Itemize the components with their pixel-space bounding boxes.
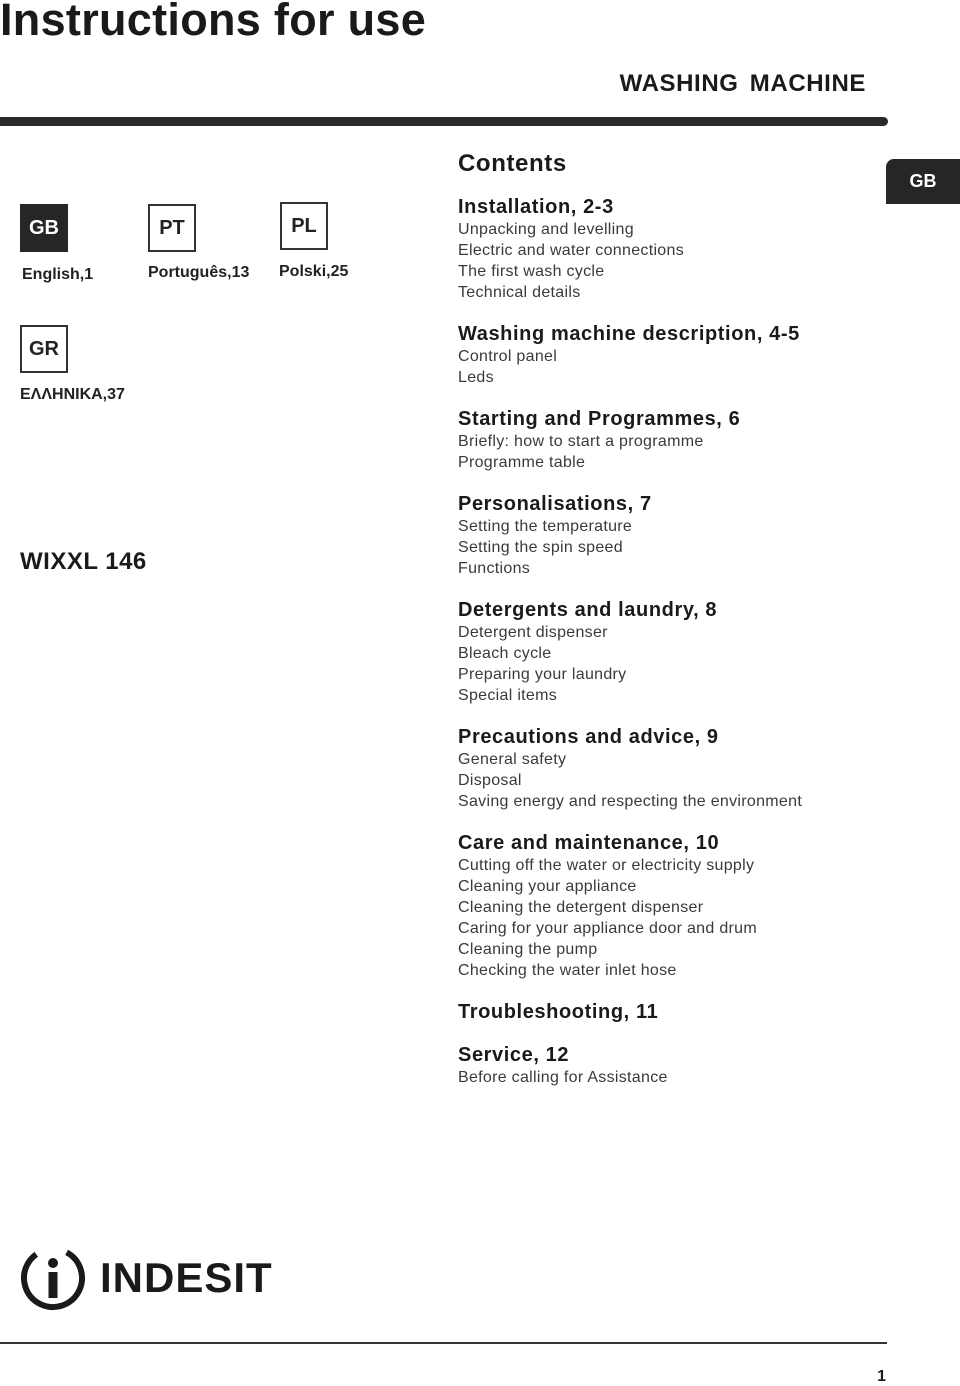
section-item: Detergent dispenser [458, 624, 608, 641]
section-item: Checking the water inlet hose [458, 962, 677, 979]
section-item: Bleach cycle [458, 645, 552, 662]
section-item: Cleaning the pump [458, 941, 598, 958]
section-item: Cleaning your appliance [458, 878, 637, 895]
lang-label-pl: Polski,25 [279, 263, 349, 280]
section-item: Control panel [458, 348, 558, 365]
section-item: Disposal [458, 772, 522, 789]
contents-section [458, 1001, 888, 1024]
header-rule [0, 117, 888, 126]
section-item: Briefly: how to start a programme [458, 433, 704, 450]
section-heading: Care and maintenance, 10 [458, 832, 720, 854]
lang-label-pt: Português,13 [148, 264, 250, 281]
contents-section [458, 408, 888, 473]
contents-section [458, 832, 888, 981]
section-heading: Washing machine description, 4-5 [458, 323, 800, 345]
lang-code-gr: GR [20, 325, 68, 373]
section-item: Setting the temperature [458, 518, 633, 535]
product-type: WASHING MACHINE [619, 70, 866, 97]
section-item: Unpacking and levelling [458, 221, 634, 238]
section-item: Cutting off the water or electricity supply [458, 857, 755, 874]
lang-code-gb: GB [20, 204, 68, 252]
contents-section [458, 323, 888, 388]
contents-section [458, 1044, 888, 1088]
section-heading: Service, 12 [458, 1044, 570, 1066]
section-item: Technical details [458, 284, 581, 301]
section-item: Special items [458, 687, 558, 704]
page-title: Instructions for use [0, 0, 427, 45]
contents-section [458, 493, 888, 579]
contents-sections [458, 196, 888, 1088]
contents-section [458, 196, 888, 303]
lang-label-gb: English,1 [22, 266, 94, 283]
footer-rule [0, 1342, 887, 1344]
section-item: Before calling for Assistance [458, 1069, 668, 1086]
section-item: Leds [458, 369, 494, 386]
lang-label-gr: ΕΛΛΗΝΙΚΑ,37 [20, 386, 125, 403]
page-number: 1 [877, 1368, 886, 1385]
section-item: The first wash cycle [458, 263, 605, 280]
section-item: Cleaning the detergent dispenser [458, 899, 704, 916]
section-heading: Installation, 2-3 [458, 196, 614, 218]
language-side-tab: GB [886, 159, 960, 204]
section-item: Saving energy and respecting the environment [458, 793, 803, 810]
section-item: General safety [458, 751, 567, 768]
indesit-logo [20, 1245, 273, 1311]
section-heading: Detergents and laundry, 8 [458, 599, 718, 621]
lang-code-pt: PT [148, 204, 196, 252]
contents-section [458, 599, 888, 706]
section-item: Functions [458, 560, 531, 577]
contents-title: Contents [458, 150, 567, 177]
model-number: WIXXL 146 [20, 548, 147, 575]
section-heading: Starting and Programmes, 6 [458, 408, 741, 430]
section-item: Preparing your laundry [458, 666, 627, 683]
section-heading: Troubleshooting, 11 [458, 1001, 659, 1023]
brand-i-icon [20, 1245, 86, 1311]
contents-section [458, 726, 888, 812]
section-item: Caring for your appliance door and drum [458, 920, 757, 937]
table-of-contents [458, 150, 888, 1108]
section-item: Programme table [458, 454, 586, 471]
brand-wordmark: INDESIT [100, 1254, 273, 1301]
section-item: Electric and water connections [458, 242, 684, 259]
section-item: Setting the spin speed [458, 539, 623, 556]
lang-code-pl: PL [280, 202, 328, 250]
section-heading: Precautions and advice, 9 [458, 726, 719, 748]
section-heading: Personalisations, 7 [458, 493, 652, 515]
